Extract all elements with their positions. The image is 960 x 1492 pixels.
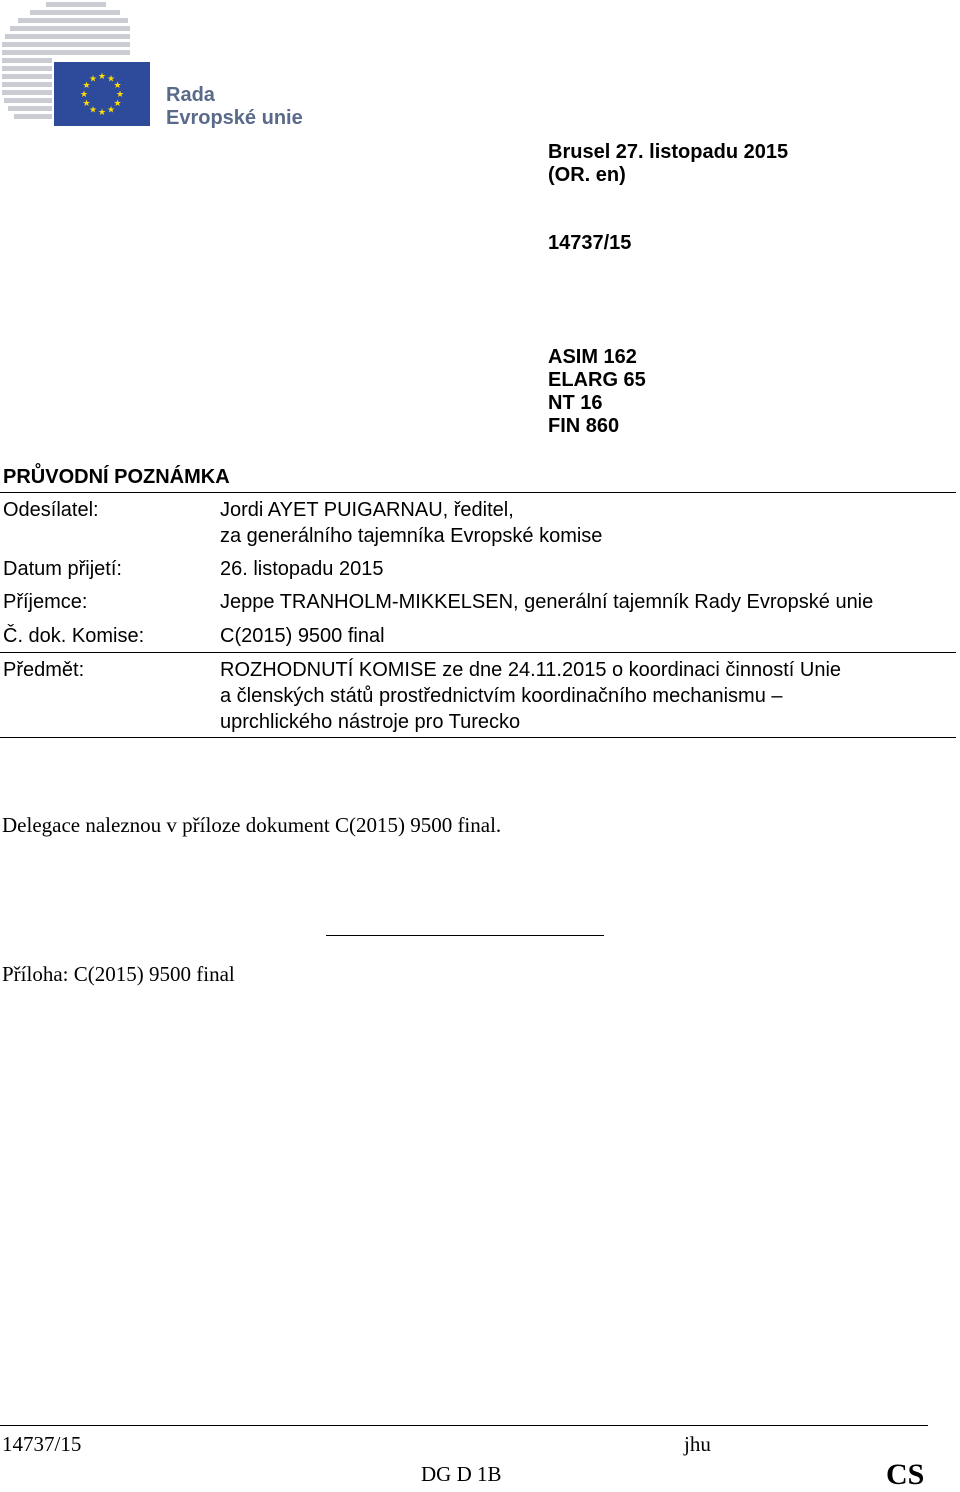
svg-text:★: ★: [97, 108, 107, 118]
row-label: Předmět:: [3, 659, 85, 681]
separator-line: [326, 935, 604, 936]
svg-text:★: ★: [82, 81, 91, 91]
header-date: Brusel 27. listopadu 2015: [548, 141, 789, 163]
value-line: uprchlického nástroje pro Turecko: [220, 711, 521, 733]
row-value: 26. listopadu 2015: [220, 558, 384, 580]
svg-text:★: ★: [113, 81, 122, 91]
value-line: za generálního tajemníka Evropské komise: [220, 525, 603, 547]
header-language: (OR. en): [548, 164, 626, 186]
logo-line-1: Rada: [166, 84, 215, 106]
value-line: ROZHODNUTÍ KOMISE ze dne 24.11.2015 o koordinaci činností Unie: [220, 659, 842, 681]
eu-stars-icon: [54, 62, 150, 126]
code-item: NT 16: [548, 392, 603, 414]
code-item: ELARG 65: [548, 369, 646, 391]
svg-text:★: ★: [97, 72, 107, 82]
header-doc-number: 14737/15: [548, 232, 632, 254]
row-label: Příjemce:: [3, 591, 88, 613]
footer-language: CS: [886, 1458, 925, 1491]
svg-text:★: ★: [106, 74, 116, 85]
divider: [0, 652, 956, 653]
header-codes: [548, 346, 646, 438]
row-value: [220, 657, 841, 735]
code-item: FIN 860: [548, 415, 620, 437]
svg-text:★: ★: [88, 74, 98, 85]
svg-text:★: ★: [106, 105, 116, 116]
row-label: Datum přijetí:: [3, 558, 122, 580]
code-item: ASIM 162: [548, 346, 637, 368]
divider: [0, 737, 956, 738]
svg-text:★: ★: [88, 105, 98, 116]
attachment-line: Příloha: C(2015) 9500 final: [2, 962, 235, 986]
svg-text:★: ★: [113, 99, 122, 109]
svg-text:★: ★: [82, 99, 91, 109]
note-heading: PRŮVODNÍ POZNÁMKA: [3, 466, 230, 488]
value-line: a členských států prostřednictvím koordinačního mechanismu –: [220, 685, 783, 707]
svg-text:★: ★: [115, 90, 125, 100]
eu-flag-icon: [54, 62, 150, 126]
row-value: C(2015) 9500 final: [220, 625, 385, 647]
logo-wordmark: [166, 84, 303, 130]
footer-doc-number: 14737/15: [2, 1432, 82, 1456]
footer-rule: [0, 1425, 928, 1426]
row-label: Č. dok. Komise:: [3, 625, 145, 647]
footer-initials: jhu: [684, 1432, 711, 1456]
body-paragraph: Delegace naleznou v příloze dokument C(2015) 9500 final.: [2, 813, 502, 837]
row-value: Jeppe TRANHOLM-MIKKELSEN, generální tajemník Rady Evropské unie: [220, 591, 874, 613]
logo-line-2: Evropské unie: [166, 107, 303, 129]
footer-directorate: DG D 1B: [421, 1462, 502, 1486]
row-value: [220, 497, 602, 549]
value-line: Jordi AYET PUIGARNAU, ředitel,: [220, 499, 514, 521]
svg-text:★: ★: [79, 90, 89, 100]
divider: [0, 492, 956, 493]
row-label: Odesílatel:: [3, 499, 99, 521]
